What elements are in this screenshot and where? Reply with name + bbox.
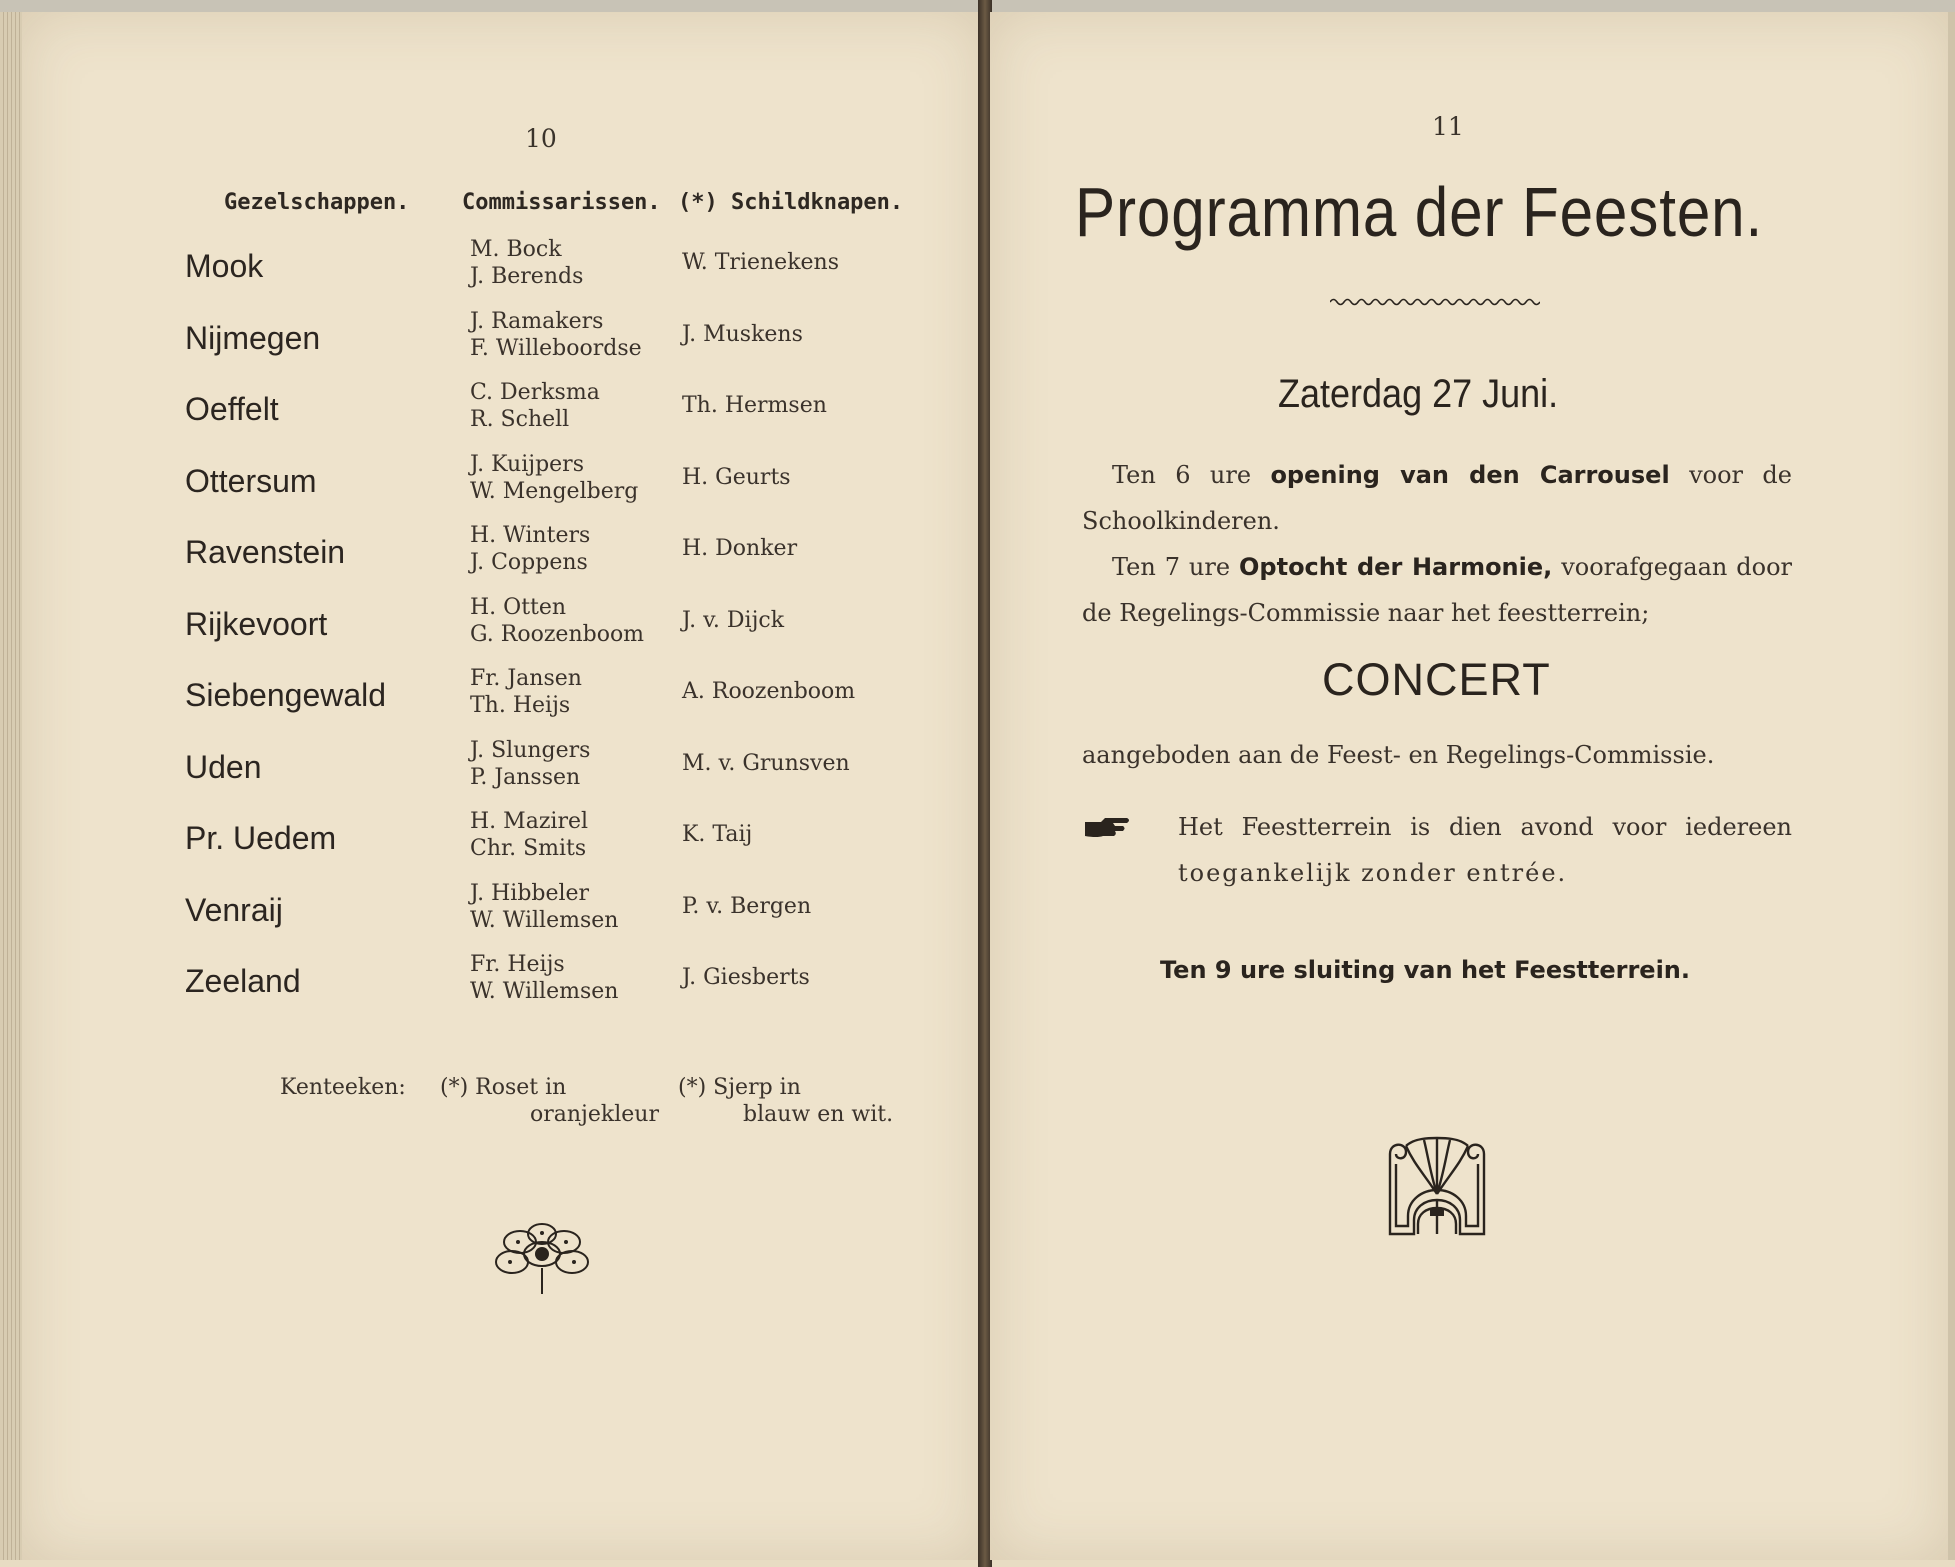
schildknaap-cell: K. Taij: [682, 822, 753, 847]
schildknaap-cell: M. v. Grunsven: [682, 750, 850, 776]
commissarissen-cell: [470, 808, 588, 862]
page-edges-left: [0, 12, 22, 1560]
commissaris-1: C. Derksma: [470, 380, 600, 405]
page-number-left: 10: [525, 124, 557, 153]
commissaris-2: G. Roozenboom: [470, 621, 645, 647]
carrousel-event: opening van den Carrousel: [1270, 461, 1670, 489]
table-row: [22, 306, 982, 372]
commissarissen-cell: [470, 737, 590, 791]
table-row: [22, 234, 982, 300]
commissarissen-cell: [470, 880, 618, 934]
commissaris-1: Fr. Heijs: [470, 952, 565, 977]
commissaris-2: F. Willeboordse: [470, 335, 642, 361]
carrousel-time: Ten 6 ure: [1112, 461, 1252, 489]
table-row: [22, 449, 982, 515]
left-page: [22, 12, 982, 1560]
commissaris-1: J. Hibbeler: [470, 880, 590, 906]
header-commissarissen: Commissarissen.: [462, 190, 661, 215]
page-title: Programma der Feesten.: [1075, 173, 1764, 251]
commissaris-1: J. Ramakers: [470, 308, 604, 334]
commissaris-2: W. Willemsen: [470, 907, 619, 933]
commissaris-2: P. Janssen: [470, 764, 581, 790]
pointing-hand-icon: [1083, 814, 1133, 842]
table-row: [22, 592, 982, 658]
art-nouveau-ornament-icon: [1384, 1134, 1490, 1238]
place-name: Ottersum: [185, 462, 317, 499]
schildknaap-cell: A. Roozenboom: [682, 679, 856, 704]
commissaris-1: H. Mazirel: [470, 809, 589, 834]
paragraph-aangeboden: aangeboden aan de Feest- en Regelings-Commissie.: [1082, 741, 1715, 769]
kenteeken-roset-line1: (*) Roset in: [440, 1075, 567, 1100]
commissaris-1: Fr. Jansen: [470, 666, 582, 691]
schildknaap-cell: J. Giesberts: [682, 965, 810, 990]
commissarissen-cell: [470, 236, 583, 290]
kenteeken-label: Kenteeken:: [280, 1075, 406, 1100]
page-edge-right: [1948, 12, 1955, 1560]
paragraph-carrousel: [1082, 452, 1792, 544]
place-name: Rijkevoort: [185, 605, 328, 642]
header-schildknapen: (*) Schildknapen.: [678, 190, 904, 215]
place-name: Pr. Uedem: [185, 820, 337, 856]
commissarissen-cell: [470, 522, 590, 576]
place-name: Uden: [185, 748, 262, 785]
concert-heading: CONCERT: [1322, 654, 1551, 705]
commissaris-2: J. Berends: [470, 264, 584, 289]
schildknaap-cell: H. Geurts: [682, 464, 791, 490]
carrousel-rest: voor de Schoolkinderen.: [1082, 461, 1792, 535]
date-heading: Zaterdag 27 Juni.: [1278, 372, 1559, 416]
table-row: [22, 949, 982, 1015]
commissaris-2: W. Mengelberg: [470, 478, 639, 504]
page-number-right: 11: [1432, 112, 1464, 141]
kenteeken-roset-line2: oranjekleur: [530, 1102, 659, 1127]
commissarissen-cell: [470, 379, 600, 433]
commissaris-1: M. Bock: [470, 237, 562, 262]
commissaris-2: Th. Heijs: [470, 693, 571, 718]
commissarissen-cell: [470, 665, 582, 719]
place-name: Mook: [185, 248, 264, 284]
place-name: Venraij: [185, 891, 283, 928]
commissarissen-cell: [470, 951, 618, 1005]
schildknaap-cell: Th. Hermsen: [682, 393, 827, 418]
place-name: Nijmegen: [185, 319, 321, 356]
optocht-event: Optocht der Harmonie,: [1239, 553, 1553, 581]
commissarissen-cell: [470, 451, 638, 505]
schildknaap-cell: P. v. Bergen: [682, 893, 812, 919]
table-row: [22, 520, 982, 586]
schildknaap-cell: H. Donker: [682, 536, 798, 561]
commissaris-1: J. Kuijpers: [470, 451, 584, 477]
commissaris-1: H. Winters: [470, 523, 591, 548]
kenteeken-sjerp-line1: (*) Sjerp in: [678, 1075, 801, 1100]
header-gezelschappen: Gezelschappen.: [224, 190, 410, 215]
place-name: Zeeland: [185, 963, 301, 999]
table-row: [22, 377, 982, 443]
wavy-divider-icon: [1330, 296, 1540, 308]
commissarissen-cell: [470, 308, 642, 362]
closing-line: Ten 9 ure sluiting van het Feestterrein.: [1160, 956, 1690, 984]
kenteeken-roset: [440, 1074, 659, 1128]
paragraph-optocht: [1082, 544, 1792, 636]
kenteeken-sjerp: [678, 1074, 893, 1128]
schildknaap-cell: W. Trienekens: [682, 250, 839, 275]
table-row: [22, 663, 982, 729]
table-row: [22, 806, 982, 872]
notice-line1: Het Feestterrein is dien avond voor iedereen: [1178, 813, 1792, 841]
commissarissen-cell: [470, 594, 644, 648]
commissaris-1: H. Otten: [470, 594, 567, 620]
schildknaap-cell: J. v. Dijck: [682, 607, 785, 633]
flower-ornament-icon: [488, 1220, 596, 1296]
table-row: [22, 735, 982, 801]
notice-line2: toegankelijk zonder entrée.: [1178, 859, 1568, 887]
paragraph-notice: [1178, 804, 1792, 896]
optocht-time: Ten 7 ure: [1112, 553, 1231, 581]
commissaris-2: Chr. Smits: [470, 836, 587, 861]
commissaris-2: J. Coppens: [470, 550, 588, 575]
optocht-rest: voorafgegaan door de Regelings-Commissie naar het feestterrein;: [1082, 553, 1793, 627]
commissaris-1: J. Slungers: [470, 737, 591, 763]
schildknaap-cell: J. Muskens: [682, 321, 803, 347]
commissaris-2: R. Schell: [470, 407, 570, 432]
place-name: Ravenstein: [185, 534, 346, 570]
kenteeken-sjerp-line2: blauw en wit.: [743, 1102, 894, 1127]
place-name: Oeffelt: [185, 391, 279, 427]
table-row: [22, 878, 982, 944]
commissaris-2: W. Willemsen: [470, 979, 619, 1004]
place-name: Siebengewald: [185, 677, 387, 713]
